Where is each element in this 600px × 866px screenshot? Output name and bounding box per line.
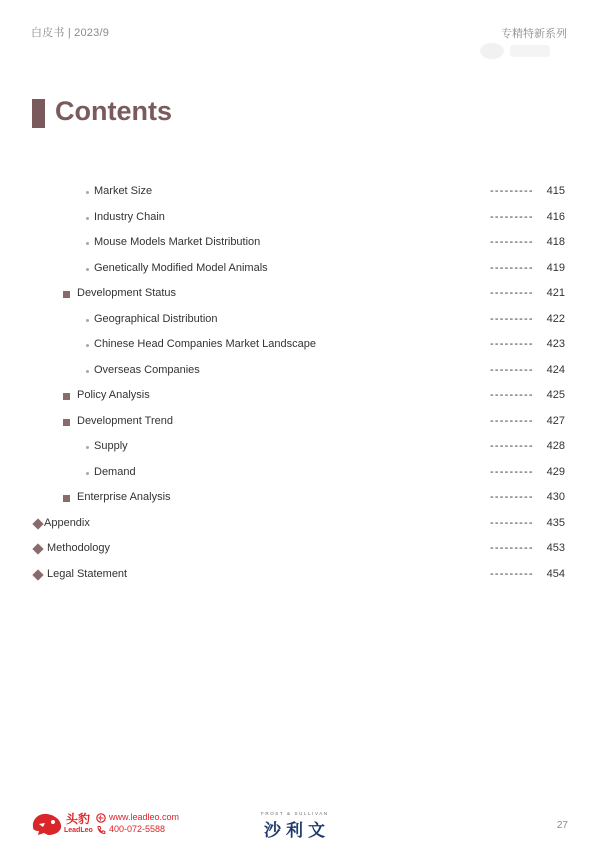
toc-entry-label: Supply: [94, 440, 128, 452]
brand-name-en: LeadLeo: [64, 827, 93, 834]
dot-bullet-icon: [86, 472, 89, 475]
toc-entry-label: Development Status: [77, 287, 177, 299]
toc-entry[interactable]: [0, 362, 600, 382]
dot-bullet-icon: [86, 446, 89, 449]
dot-bullet-icon: [86, 319, 89, 322]
toc-entry-label: Overseas Companies: [94, 363, 200, 376]
toc-entry-label: Mouse Models Market Distribution: [94, 236, 261, 248]
dot-bullet-icon: [86, 191, 89, 194]
toc-entry[interactable]: [0, 260, 600, 280]
diamond-bullet-icon: [32, 543, 43, 554]
toc-entry-page: 427: [546, 414, 565, 427]
toc-entry-label: Policy Analysis: [77, 389, 150, 401]
toc-entry-page: 435: [546, 516, 565, 529]
toc-entry-label: Genetically Modified Model Animals: [94, 261, 268, 274]
square-bullet-icon: [63, 393, 70, 400]
toc-leader-dashes: ---------: [490, 185, 534, 197]
page-number: 27: [556, 820, 568, 831]
toc-leader-dashes: ---------: [490, 414, 534, 427]
toc-entry[interactable]: [0, 285, 600, 305]
toc-entry-label: Market Size: [94, 185, 153, 197]
toc-entry-page: 428: [546, 440, 565, 452]
toc-entry-page: 415: [546, 185, 565, 197]
header-right: 专精特新系列: [501, 28, 567, 40]
dot-bullet-icon: [86, 217, 89, 220]
header-left: 白皮书 | 2023/9: [31, 27, 110, 39]
toc-entry-label: Enterprise Analysis: [77, 491, 171, 503]
toc-leader-dashes: ---------: [490, 491, 534, 503]
toc-entry[interactable]: [0, 311, 600, 331]
toc-entry-label: Development Trend: [77, 414, 173, 427]
square-bullet-icon: [63, 495, 70, 502]
toc-entry[interactable]: [0, 515, 600, 535]
website-icon: [96, 813, 106, 823]
toc-entry[interactable]: [0, 566, 600, 586]
toc-entry-label: Geographical Distribution: [94, 312, 218, 325]
square-bullet-icon: [63, 291, 70, 298]
toc-entry[interactable]: [0, 413, 600, 433]
toc-entry-label: Chinese Head Companies Market Landscape: [94, 338, 316, 350]
toc-leader-dashes: ---------: [490, 287, 534, 299]
toc-entry-label: Methodology: [47, 542, 110, 554]
diamond-bullet-icon: [32, 569, 43, 580]
toc-leader-dashes: ---------: [490, 338, 534, 350]
website-link[interactable]: www.leadleo.com: [109, 812, 180, 822]
toc-entry-page: 419: [546, 261, 565, 274]
toc-leader-dashes: ---------: [490, 465, 534, 478]
toc-entry-label: Industry Chain: [94, 210, 165, 223]
dot-bullet-icon: [86, 344, 89, 347]
watermark-logo-icon: [478, 40, 556, 62]
toc-entry-label: Appendix: [44, 516, 90, 529]
phone-icon: [96, 825, 106, 835]
toc-leader-dashes: ---------: [490, 210, 534, 223]
dot-bullet-icon: [86, 370, 89, 373]
toc-entry-label: Demand: [94, 465, 136, 478]
toc-leader-dashes: ---------: [490, 363, 534, 376]
toc-entry-page: 454: [546, 567, 565, 580]
toc-entry-page: 424: [546, 363, 565, 376]
leadleo-logo-icon: [30, 809, 64, 837]
toc-entry[interactable]: [0, 183, 600, 203]
title-accent-bar: [32, 99, 45, 128]
toc-entry[interactable]: [0, 489, 600, 509]
toc-entry[interactable]: [0, 234, 600, 254]
toc-entry[interactable]: [0, 438, 600, 458]
partner-name-en: FROST & SULLIVAN: [261, 811, 329, 816]
toc-leader-dashes: ---------: [490, 312, 534, 325]
dot-bullet-icon: [86, 268, 89, 271]
toc-entry-page: 416: [546, 210, 565, 223]
toc-leader-dashes: ---------: [490, 440, 534, 452]
toc-leader-dashes: ---------: [490, 261, 534, 274]
toc-entry[interactable]: [0, 387, 600, 407]
toc-entry-page: 423: [546, 338, 565, 350]
toc-leader-dashes: ---------: [490, 236, 534, 248]
toc-leader-dashes: ---------: [490, 567, 534, 580]
toc-entry-page: 422: [546, 312, 565, 325]
toc-entry[interactable]: [0, 336, 600, 356]
toc-entry-page: 418: [546, 236, 565, 248]
toc-entry[interactable]: [0, 540, 600, 560]
toc-entry[interactable]: [0, 464, 600, 484]
toc-entry-label: Legal Statement: [47, 567, 128, 580]
brand-name-cn: 头豹: [66, 812, 91, 826]
toc-entry-page: 421: [546, 287, 565, 299]
toc-leader-dashes: ---------: [490, 542, 534, 554]
partner-name-cn: 沙利文: [264, 821, 330, 840]
toc-leader-dashes: ---------: [490, 516, 534, 529]
square-bullet-icon: [63, 419, 70, 426]
dot-bullet-icon: [86, 242, 89, 245]
phone-number[interactable]: 400-072-5588: [109, 824, 166, 834]
toc-leader-dashes: ---------: [490, 389, 534, 401]
page-title: Contents: [55, 96, 172, 126]
diamond-bullet-icon: [32, 518, 43, 529]
toc-entry-page: 453: [546, 542, 565, 554]
toc-entry-page: 429: [546, 465, 565, 478]
toc-entry-page: 425: [546, 389, 565, 401]
toc-entry[interactable]: [0, 209, 600, 229]
toc-entry-page: 430: [546, 491, 565, 503]
